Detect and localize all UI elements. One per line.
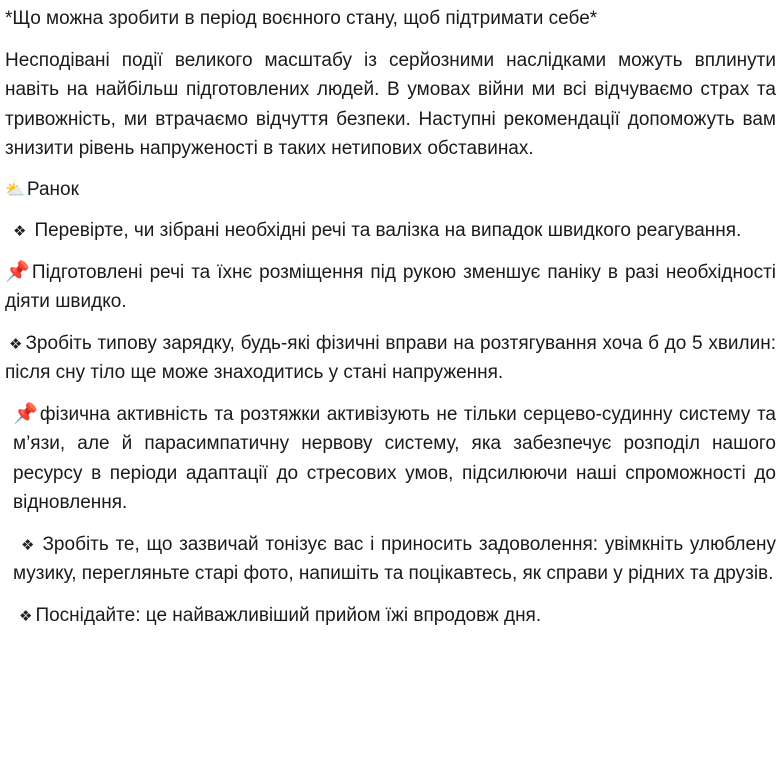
list-item-note-1	[5, 258, 776, 317]
list-item-bullet-2	[5, 329, 776, 388]
list-item-bullet-3	[5, 530, 776, 589]
diamond-bullet-icon: ❖	[19, 606, 33, 625]
list-item-text: Зробіть те, що зазвичай тонізує вас і приносить задоволення: увімкніть улюблену музику, перегляньте старі фото, напишіть та поцікавтесь, як справи у рідних та друзів.	[13, 533, 776, 584]
list-item-text: Зробіть типову зарядку, будь-які фізичні вправи на розтягування хоча б до 5 хвилин: після сну тіло ще може знаходитись у стані напруження.	[5, 332, 776, 383]
diamond-bullet-icon: ❖	[21, 535, 35, 554]
diamond-bullet-icon: ❖	[13, 222, 27, 240]
list-item-text: Поснідайте: це найважливіший прийом їжі впродовж дня.	[35, 604, 542, 626]
list-item-text: фізична активність та розтяжки активізують не тільки серцево-судинну систему та м’язи, але й парасимпатичну нервову систему, яка забезпечує розподіл нашого ресурсу в періоди адаптації до стресових умов, підсилюючи наші спроможності до відновлення.	[13, 403, 776, 513]
section-heading	[5, 175, 776, 205]
pushpin-icon: 📌	[13, 400, 38, 425]
sun-behind-cloud-icon: ⛅	[5, 179, 25, 199]
diamond-bullet-icon: ❖	[9, 334, 23, 353]
document-title: *Що можна зробити в період воєнного стану, щоб підтримати себе*	[5, 8, 598, 29]
list-item-text: Перевірте, чи зібрані необхідні речі та валізка на випадок швидкого реагування.	[34, 220, 742, 241]
list-item-bullet-4	[5, 601, 776, 631]
section-heading-text: Ранок	[26, 178, 79, 200]
pushpin-icon: 📌	[5, 258, 30, 283]
list-item-bullet-1	[5, 216, 776, 246]
list-item-note-2	[5, 400, 776, 518]
list-item-text: Підготовлені речі та їхнє розміщення під рукою зменшує паніку в разі необхідності діяти швидко.	[5, 261, 776, 312]
intro-paragraph: Несподівані події великого масштабу із серйозними наслідками можуть вплинути навіть на найбільш підготовлених людей. В умовах війни ми всі відчуваємо страх та тривожність, ми втрачаємо відчуття безпеки. Наступні рекомендації допоможуть вам знизити рівень напруженості в таких нетипових обставинах.	[5, 49, 776, 159]
